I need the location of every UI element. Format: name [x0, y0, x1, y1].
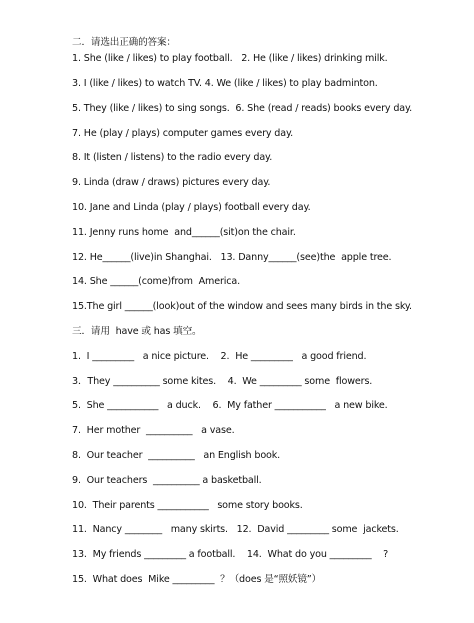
fill-question-3-4: 3．They __________ some kites. 4. We _________ some flowers. [72, 376, 373, 387]
question-3-4: 3. I (like / likes) to watch TV. 4. We (like / likes) to play badminton. [72, 78, 378, 89]
fill-question-5-6: 5. She ___________ a duck. 6. My father ___________ a new bike. [72, 400, 388, 411]
fill-question-7: 7. Her mother __________ a vase. [72, 425, 235, 436]
question-10: 10. Jane and Linda (play / plays) football every day. [72, 202, 311, 213]
fill-question-13-14: 13. My friends _________ a football. 14. What do you _________ ? [72, 549, 389, 560]
question-15: 15.The girl ______(look)out of the window and sees many birds in the sky. [72, 301, 412, 312]
fill-question-11-12: 11. Nancy ________ many skirts. 12. David _________ some jackets. [72, 524, 399, 535]
question-14: 14. She ______(come)from America. [72, 276, 241, 287]
fill-question-1-2: 1. I _________ a nice picture. 2. He _________ a good friend. [72, 351, 367, 362]
section-two-heading: 二．请选出正确的答案： [72, 37, 176, 48]
fill-question-10: 10. Their parents ___________ some story books. [72, 500, 303, 511]
fill-question-9: 9. Our teachers __________ a basketball. [72, 475, 262, 486]
fill-question-8: 8. Our teacher __________ an English book. [72, 450, 281, 461]
question-9: 9. Linda (draw / draws) pictures every day. [72, 177, 271, 188]
question-11: 11. Jenny runs home and______(sit)on the chair. [72, 227, 296, 238]
question-5-6: 5. They (like / likes) to sing songs. 6. She (read / reads) books every day. [72, 103, 413, 114]
section-three-heading: 三．请用 have 或 has 填空。 [72, 326, 202, 337]
question-7: 7. He (play / plays) computer games every day. [72, 128, 294, 139]
question-12-13: 12. He______(live)in Shanghai. 13. Danny______(see)the apple tree. [72, 252, 392, 263]
question-1-2: 1. She (like / likes) to play football. 2. He (like / likes) drinking milk. [72, 53, 388, 64]
question-8: 8. It (listen / listens) to the radio every day. [72, 152, 273, 163]
fill-question-15: 15. What does Mike _________ ？（does 是“照妖镜”） [72, 574, 322, 585]
